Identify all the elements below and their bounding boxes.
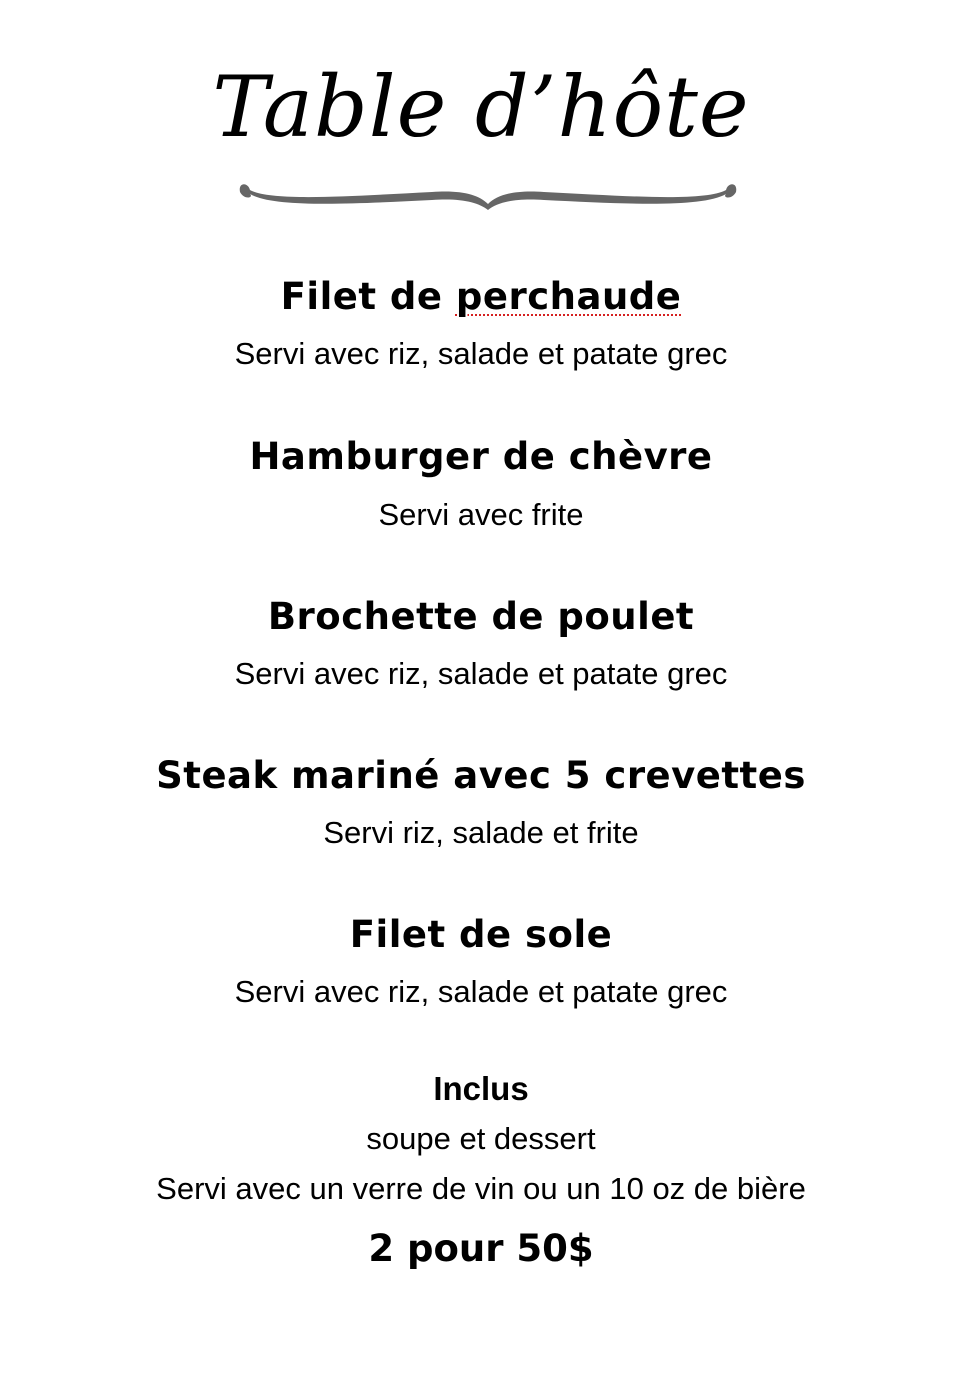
price-label: 2 pour 50$ [368, 1227, 594, 1270]
included-heading: Inclus [433, 1070, 529, 1107]
dish-name: Hamburger de chèvre [249, 435, 713, 478]
page-title: Table d’hôte [212, 58, 750, 156]
decorative-flourish [232, 180, 744, 214]
dish-name: Brochette de poulet [267, 595, 695, 638]
dish-description: Servi avec riz, salade et patate grec [234, 974, 728, 1009]
dish-name [0, 275, 962, 319]
dish-name: Steak mariné avec 5 crevettes [156, 754, 806, 797]
dish-description: Servi avec frite [378, 497, 584, 532]
dish-name-flagged-word: perchaude [455, 275, 682, 318]
dish-description: Servi riz, salade et frite [323, 815, 639, 850]
included-line: Servi avec un verre de vin ou un 10 oz de bière [156, 1171, 806, 1206]
included-line: soupe et dessert [366, 1121, 596, 1156]
dish-description: Servi avec riz, salade et patate grec [234, 656, 728, 691]
dish-name: Filet de sole [349, 913, 613, 956]
dish-description: Servi avec riz, salade et patate grec [234, 336, 728, 371]
dish-name-text: Filet de [280, 275, 456, 318]
